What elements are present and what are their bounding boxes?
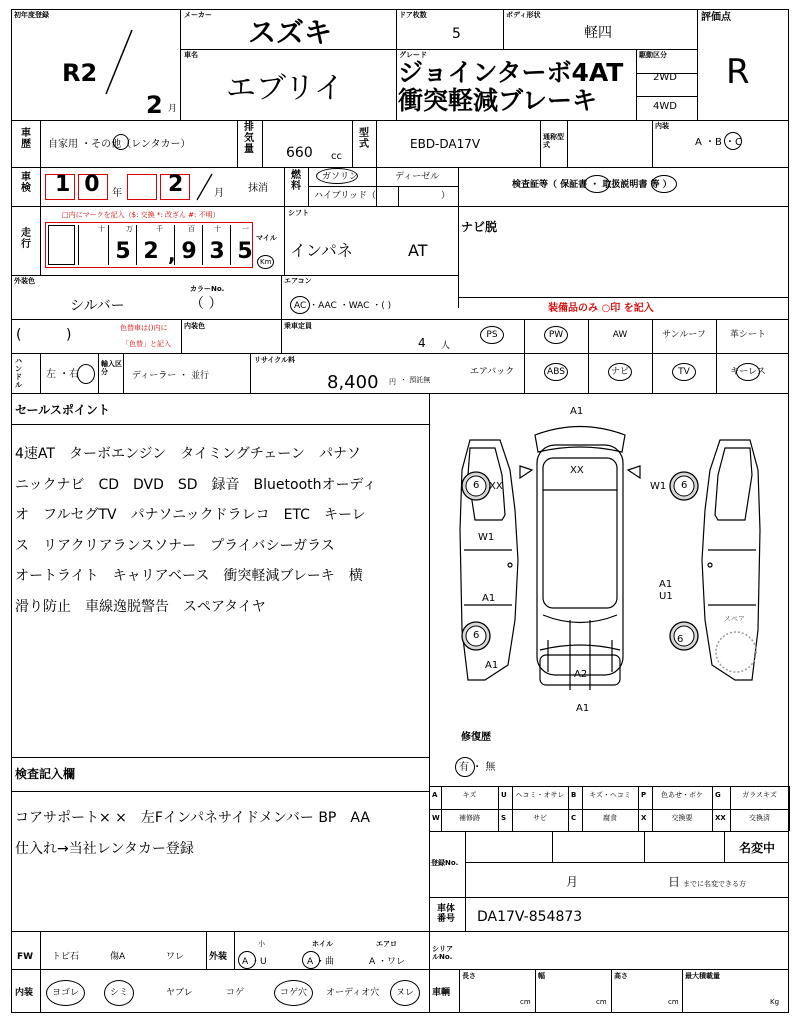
legend-desc: キズ・ヘコミ	[589, 791, 631, 799]
displacement: 660	[286, 145, 313, 161]
diag-right-fender-w1: W1	[650, 481, 667, 492]
first-reg-era: R2	[62, 59, 98, 87]
drive-label: 駆動区分	[639, 51, 667, 59]
fuel-hybrid-close: ）	[441, 191, 451, 201]
interior-color-label: 内装色	[184, 322, 205, 330]
color-change-note1: 色替車は()内に	[120, 324, 168, 332]
inspection-slash	[194, 172, 216, 202]
chassis-label: 車体番号	[437, 904, 456, 924]
reg-no-label: 登録No.	[431, 859, 459, 867]
mileage-digit-divider	[78, 225, 79, 265]
inspection-month: 2	[168, 172, 184, 197]
width-label: 幅	[538, 972, 545, 980]
legend-divider	[568, 786, 569, 831]
sales-title: セールスポイント	[15, 403, 110, 417]
ac-circle	[290, 296, 310, 314]
fw-label: FW	[17, 952, 34, 962]
equipment-circle	[544, 363, 568, 381]
legend-desc: サビ	[533, 814, 547, 822]
mileage-unit-label: 十	[98, 225, 105, 233]
mileage-digit-divider	[108, 225, 109, 265]
maker-label: メーカー	[184, 11, 212, 19]
tire-front-left: 6	[473, 480, 480, 491]
grade-score-label: 評価点	[701, 12, 731, 23]
equipment-item: キーレス	[730, 367, 766, 377]
diag-right-rear-u1: U1	[659, 591, 673, 602]
name-change: 名変中	[739, 841, 776, 855]
color-no-label: カラーNo.	[190, 285, 225, 293]
vehicle-type: EBD-DA17V	[410, 137, 481, 151]
equipment-title: 装備品のみ ○印 を記入	[548, 303, 654, 314]
aero-label: エアロ	[376, 940, 397, 948]
interior-item-circle	[274, 980, 313, 1006]
ac-label: エアコン	[284, 277, 312, 285]
equipment-circle	[672, 363, 696, 381]
exterior-small-circle	[238, 951, 256, 969]
sales-line: 滑り防止 車線逸脱警告 スペアタイヤ	[15, 598, 266, 615]
equipment-item: ナビ	[610, 367, 629, 377]
aero-items: A ・ワレ	[369, 957, 406, 967]
interior-item: コゲ穴	[280, 988, 308, 998]
mileage-unit-label: 一	[242, 225, 249, 233]
km-label: Km	[260, 258, 272, 266]
body-label: ボディ形状	[506, 11, 541, 19]
legend-divider	[638, 786, 639, 831]
wheel-items: A ・曲	[307, 957, 335, 967]
dims-label: 車輌	[432, 988, 451, 998]
doors-label: ドア枚数	[399, 11, 427, 19]
length-label: 長さ	[462, 972, 476, 980]
model-name-label: 車名	[184, 51, 198, 59]
repair-label: 修復歴	[461, 732, 491, 743]
color-label: 外装色	[14, 277, 35, 285]
grade-score: R	[726, 52, 750, 92]
tire-rear-right: 6	[677, 634, 684, 645]
mileage-digit: 3	[209, 239, 225, 264]
handle-label: ハンドル	[15, 357, 22, 389]
exterior-small: 小	[258, 940, 265, 948]
car-diagram	[440, 400, 780, 720]
equipment-item: サンルーフ	[662, 330, 706, 340]
wheel-label: ホイル	[312, 940, 333, 948]
interior-item: コゲ	[226, 988, 245, 998]
diag-left-door-w1: W1	[478, 532, 495, 543]
mileage-unit-label: 万	[126, 225, 133, 233]
equipment-item: TV	[678, 367, 690, 377]
mileage-digit: 2	[143, 239, 159, 264]
fuel-gasoline-circle	[316, 168, 358, 184]
type-label: 型式	[359, 128, 369, 150]
inspection-year: 10	[55, 172, 114, 197]
shift-type: AT	[408, 241, 428, 260]
legend-desc: ヘコミ・オサレ	[515, 791, 565, 799]
trim-label: グレード	[399, 51, 427, 59]
color-change-note2: 「色替」と記入	[122, 340, 171, 348]
interior-item: ヌレ	[396, 988, 415, 998]
diag-roof-xx: XX	[570, 465, 584, 476]
fw-item: ワレ	[166, 952, 185, 962]
diag-left-rear-a1: A1	[485, 660, 499, 671]
tire-rear-left: 6	[473, 630, 480, 641]
body-type: 軽四	[584, 25, 612, 41]
legend-code: W	[432, 814, 440, 822]
documents-circle-2	[651, 175, 677, 193]
interior-item: シミ	[110, 988, 129, 998]
shift: インパネ	[290, 241, 353, 260]
legend-divider	[441, 786, 442, 831]
recycle-deposit: ・ 預託無	[400, 376, 431, 384]
air-conditioner: AC ・AAC ・WAC ・( )	[294, 301, 392, 311]
inspection-notes-title: 検査記入欄	[15, 767, 76, 781]
equipment-item: PS	[486, 330, 498, 340]
common-type-label: 通称型式	[543, 133, 564, 149]
interior-label: 内装	[655, 122, 669, 130]
width-unit: cm	[596, 998, 607, 1006]
wheel-circle	[302, 951, 320, 969]
doors: 5	[452, 26, 461, 42]
interior-item-circle	[390, 980, 420, 1006]
equipment-item: PW	[548, 330, 564, 340]
drive-4wd: 4WD	[653, 101, 677, 112]
equipment-item: ABS	[547, 367, 565, 377]
sales-line: ニックナビ CD DVD SD 録音 Bluetoothオーディ	[15, 476, 377, 493]
displacement-unit: cc	[331, 151, 342, 162]
exterior-small-items: A ・U	[242, 957, 267, 967]
legend-divider	[730, 786, 731, 831]
model-name: エブリイ	[226, 71, 344, 106]
legend-code: XX	[715, 814, 726, 822]
legend-code: S	[501, 814, 507, 822]
handle: 左 ・右	[46, 369, 80, 380]
history-label: 車歴	[21, 128, 31, 150]
mileage-comma: ,	[168, 242, 176, 266]
legend-divider	[512, 786, 513, 831]
legend-divider	[498, 786, 499, 831]
interior-grades: A ・B ・C	[695, 137, 743, 148]
mileage-digit: 5	[237, 239, 253, 264]
legend-desc: キズ	[462, 791, 477, 799]
legend-desc: 色あせ・ボケ	[661, 791, 703, 799]
interior-item: ヤブレ	[166, 988, 193, 998]
recycle: 8,400	[327, 372, 379, 393]
height-label: 高さ	[614, 972, 628, 980]
equipment-item: 革シート	[729, 330, 766, 340]
serial-label: シリアルNo.	[432, 945, 453, 961]
length-unit: cm	[520, 998, 531, 1006]
sales-line: オートライト キャリアベース 衝突軽減ブレーキ 横	[15, 568, 363, 584]
documents: 検査証等（ 保証書 ・ 取扱説明書 等 ）	[512, 180, 672, 190]
spare-label: スペア	[724, 615, 745, 623]
usage-circle	[113, 134, 129, 150]
trim-line2: 衝突軽減ブレーキ	[398, 86, 598, 115]
inspection-month-unit: 月	[214, 188, 224, 199]
legend-code: C	[571, 814, 577, 822]
fw-item: トビ石	[52, 952, 80, 962]
legend-divider	[582, 786, 583, 831]
mile-label: マイル	[256, 234, 277, 242]
diag-left-fender-xx: XX	[489, 481, 503, 492]
equipment-circle	[608, 363, 632, 381]
inspection-label: 車検	[21, 172, 31, 194]
interior-item: オーディオ穴	[326, 988, 380, 998]
interior-bottom-label: 内装	[15, 988, 34, 998]
mileage-unit-label: 千	[156, 225, 163, 233]
color-change-paren: ( )	[16, 327, 72, 343]
height-unit: cm	[668, 998, 679, 1006]
first-reg-month-unit: 月	[168, 104, 178, 114]
fuel-hybrid: ハイブリッド（	[314, 191, 377, 201]
fuel-diesel: ディーゼル	[395, 172, 440, 182]
exterior-color: シルバー	[70, 298, 125, 314]
diag-rear-a2: A2	[574, 669, 588, 680]
legend-code: B	[571, 791, 577, 799]
mileage-digit-divider	[202, 225, 203, 265]
interior-item: ヨゴレ	[52, 988, 80, 998]
import-label: 輸入区分	[101, 360, 122, 376]
deadline-note: までに名変できる方	[683, 880, 746, 888]
mileage-digit: 9	[181, 239, 197, 264]
recycle-label: リサイクル料	[254, 356, 296, 364]
max-load-label: 最大積載量	[685, 972, 720, 980]
mileage-digit-divider	[230, 225, 231, 265]
legend-desc: 交換済	[749, 814, 770, 822]
mileage-note: □内にマークを記入（$: 交換 *: 改ざん #: 不明）	[62, 211, 220, 219]
legend-code: A	[432, 791, 438, 799]
inspection-canceled: 抹消	[248, 183, 268, 194]
slash-mark	[100, 28, 140, 98]
equipment-circle	[544, 326, 568, 344]
fw-item: 傷A	[110, 952, 126, 962]
legend-desc: 腐食	[603, 814, 617, 822]
chassis-no: DA17V-854873	[477, 909, 583, 925]
equipment-item: エアバック	[469, 367, 515, 377]
import: ディーラー ・ 並行	[132, 371, 210, 381]
sales-line: ス リアクリアランスソナー プライバシーガラス	[15, 537, 335, 554]
legend-code: P	[641, 791, 647, 799]
inspection-year-unit: 年	[112, 188, 122, 199]
color-no: （ ）	[190, 296, 223, 312]
inspection-line: 仕入れ→当社レンタカー登録	[15, 841, 194, 857]
equipment-circle	[736, 363, 760, 381]
shift-label: シフト	[288, 209, 309, 217]
usage: 自家用 ・その他（レンタカー）	[48, 139, 191, 150]
diag-rear-bumper-a1: A1	[576, 703, 590, 714]
legend-desc: ガラスキズ	[742, 791, 777, 799]
repair-value: 有 ・ 無	[459, 762, 496, 773]
sales-line: 4速AT ターボエンジン タイミングチェーン パナソ	[15, 446, 361, 462]
drive-2wd: 2WD	[653, 72, 677, 83]
legend-code: X	[641, 814, 647, 822]
interior-item-circle	[104, 980, 134, 1006]
diag-left-door-a1: A1	[482, 593, 496, 604]
mileage-digit-divider	[136, 225, 137, 265]
legend-code: G	[715, 791, 721, 799]
recycle-unit: 円	[389, 378, 396, 386]
capacity: 4	[418, 336, 426, 350]
interior-item-circle	[46, 980, 85, 1006]
mileage-unit-label: 十	[214, 225, 221, 233]
mileage-unit-label: 百	[188, 225, 195, 233]
mileage-label: 走行	[21, 228, 31, 250]
capacity-label: 乗車定員	[284, 322, 312, 330]
deadline-day: 日	[668, 875, 681, 889]
deadline-month: 月	[566, 875, 579, 889]
legend-desc: 補修跡	[459, 814, 480, 822]
first-reg-month: 2	[146, 91, 163, 119]
legend-code: U	[501, 791, 507, 799]
equipment-circle	[480, 326, 504, 344]
max-load-unit: Kg	[770, 998, 780, 1006]
navi-label: ナビ脱	[461, 220, 498, 234]
maker: スズキ	[248, 16, 333, 49]
sales-line: オ フルセグTV パナソニックドラレコ ETC キーレ	[15, 507, 366, 523]
equipment-item: AW	[612, 330, 628, 340]
diag-right-rear-a1: A1	[659, 579, 673, 590]
mileage-digit: 5	[115, 239, 131, 264]
mileage-first-box	[48, 225, 75, 265]
fuel-gasoline: ガソリン	[322, 172, 359, 182]
diag-front-a1: A1	[570, 406, 584, 417]
trim-line1: ジョインターボ4AT	[398, 58, 624, 87]
legend-divider	[712, 786, 713, 831]
first-reg-label: 初年度登録	[14, 11, 49, 19]
capacity-unit: 人	[441, 341, 451, 351]
displacement-label: 排気量	[244, 122, 254, 155]
documents-circle-1	[584, 175, 610, 193]
fuel-label: 燃料	[291, 170, 301, 192]
inspection-line: コアサポート× × 左Fインパネサイドメンバー BP AA	[15, 810, 370, 826]
inspection-month-box1	[127, 174, 157, 200]
exterior-bottom-label: 外装	[209, 952, 228, 962]
interior-grade-circle	[724, 132, 742, 150]
legend-desc: 交換要	[671, 814, 693, 822]
tire-front-right: 6	[681, 480, 688, 491]
handle-circle	[77, 364, 95, 384]
legend-divider	[789, 786, 790, 831]
legend-divider	[652, 786, 653, 831]
